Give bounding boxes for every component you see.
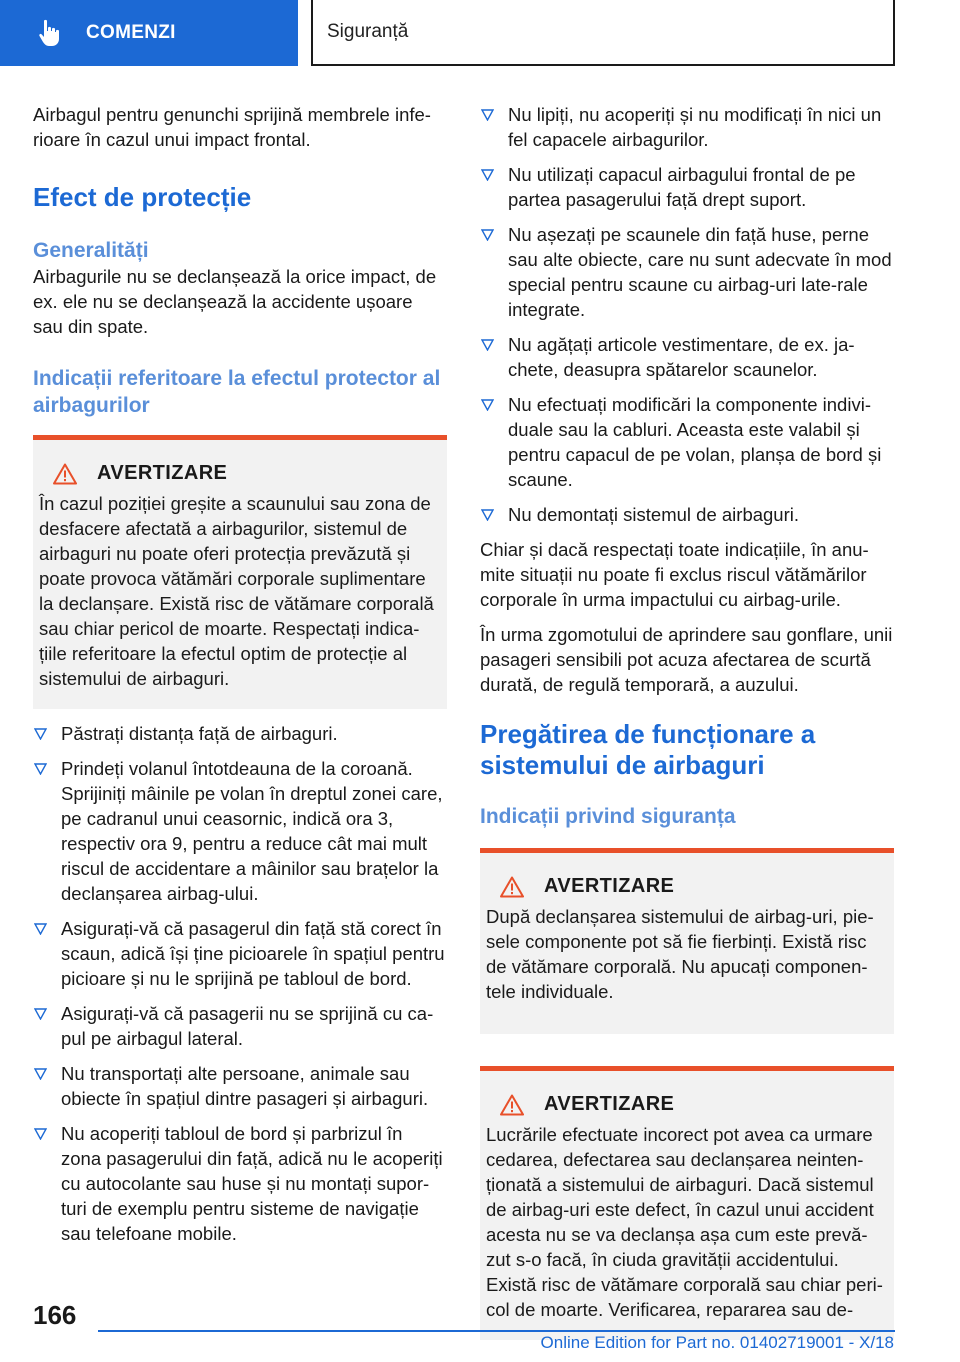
- left-column: [33, 102, 447, 1256]
- triangle-bullet-icon: [481, 339, 494, 351]
- safety-list-right: [480, 102, 894, 527]
- warning-triangle-icon: [53, 463, 77, 485]
- triangle-bullet-icon: [34, 1008, 47, 1020]
- triangle-bullet-icon: [34, 728, 47, 740]
- chapter-tab-label: COMENZI: [86, 22, 176, 43]
- footer-edition-text: Online Edition for Part no. 01402719001 - X/18: [540, 1333, 894, 1352]
- section-header: [311, 0, 895, 66]
- list-item: Nu transportați alte persoane, animale sau obiecte în spațiul dintre pasageri și airbaguri.: [33, 1061, 447, 1111]
- paragraph-hearing: În urma zgomotului de aprindere sau gonflare, unii pasageri sensibili pot acuza afectarea de scurtă durată, de regulă temporară, a auzului.: [480, 624, 893, 695]
- list-item: Asigurați-vă că pasagerii nu se sprijină cu ca-pul pe airbagul lateral.: [33, 1001, 447, 1051]
- warning-label: AVERTIZARE: [97, 462, 228, 484]
- triangle-bullet-icon: [34, 763, 47, 775]
- heading-general: Generalități: [33, 239, 149, 262]
- list-item: Nu agățați articole vestimentare, de ex. ja-chete, deasupra spătarelor scaunelor.: [480, 332, 894, 382]
- triangle-bullet-icon: [481, 169, 494, 181]
- warning-box-3: [480, 1066, 894, 1340]
- heading-protective-effect: Efect de protecție: [33, 182, 252, 212]
- footer-divider: [98, 1330, 895, 1332]
- triangle-bullet-icon: [34, 1128, 47, 1140]
- triangle-bullet-icon: [481, 229, 494, 241]
- warning-header: [500, 1093, 884, 1116]
- section-title: Siguranță: [327, 21, 409, 42]
- list-item: Asigurați-vă că pasagerul din față stă corect în scaun, adică își ține picioarele în spațiul pentru picioare și nu le sprijină pe tabloul de bord.: [33, 916, 447, 991]
- triangle-bullet-icon: [481, 509, 494, 521]
- right-column: [480, 102, 894, 1340]
- heading-readiness: Pregătirea de funcționare a sistemului de airbaguri: [480, 719, 816, 780]
- warning-box-1: [33, 435, 447, 709]
- list-item: Păstrați distanța față de airbaguri.: [33, 721, 447, 746]
- warning-header: [500, 875, 884, 898]
- intro-paragraph: Airbagul pentru genunchi sprijină membrele infe-rioare în cazul unui impact frontal.: [33, 104, 431, 150]
- chapter-tab[interactable]: [0, 0, 298, 66]
- paragraph-risk: Chiar și dacă respectați toate indicațiile, în anu-mite situații nu poate fi exclus riscul vătămărilor corporale în urma impactului cu airbag-urile.: [480, 539, 869, 610]
- list-item: Nu demontați sistemul de airbaguri.: [480, 502, 894, 527]
- hand-pointer-icon: [36, 17, 68, 49]
- heading-indications: Indicații referitoare la efectul protector al airbagurilor: [33, 367, 441, 417]
- page-number: 166: [33, 1300, 77, 1330]
- list-item: Nu utilizați capacul airbagului frontal de pe partea pasagerului față drept suport.: [480, 162, 894, 212]
- warning-text: Lucrările efectuate incorect pot avea ca urmare cedarea, defectarea sau declanșarea neinten-ționată a sistemului de airbaguri. Dacă sistemul de airbag-uri este defect, în cazul unui accident acesta nu se va declanșa așa cum este prevă-zut s-o facă, în ciuda gravității accidentului. Există risc de vătămare corporală sau chiar peri-col de moarte. Verificarea, repararea sau de-: [486, 1124, 883, 1320]
- list-item: Nu lipiți, nu acoperiți și nu modificați în nici un fel capacele airbagurilor.: [480, 102, 894, 152]
- warning-header: [53, 462, 437, 485]
- triangle-bullet-icon: [34, 1068, 47, 1080]
- list-item: Nu acoperiți tabloul de bord și parbrizul în zona pasagerului din față, adică nu le acoperiți cu autocolante sau huse și nu montați supor-turi de exemplu pentru sisteme de navigație sau telefoane mobile.: [33, 1121, 447, 1246]
- list-item: Prindeți volanul întotdeauna de la coroană. Sprijiniți mâinile pe volan în dreptul zonei care, pe cadranul unui ceasornic, indică ora 3, respectiv ora 9, pentru a reduce cât mai mult riscul de accidentare a mâinilor sau brațelor la declanșarea airbag-ului.: [33, 756, 447, 906]
- warning-triangle-icon: [500, 1094, 524, 1116]
- safety-list-left: [33, 721, 447, 1246]
- warning-label: AVERTIZARE: [544, 875, 675, 897]
- triangle-bullet-icon: [481, 109, 494, 121]
- triangle-bullet-icon: [481, 399, 494, 411]
- warning-label: AVERTIZARE: [544, 1093, 675, 1115]
- list-item: Nu efectuați modificări la componente indivi-duale sau la cabluri. Aceasta este valabil și pentru capacul de pe volan, planșa de bord și scaune.: [480, 392, 894, 492]
- list-item: Nu așezați pe scaunele din față huse, perne sau alte obiecte, care nu sunt adecvate în mod special pentru scaune cu airbag-uri late-rale integrate.: [480, 222, 894, 322]
- warning-box-2: [480, 848, 894, 1034]
- warning-text: În cazul poziției greșite a scaunului sau zona de desfacere afectată a airbagurilor, sistemul de airbaguri nu poate oferi protecția prevăzută și poate provoca vătămări corporale suplimentare la declanșare. Există risc de vătămare corporală sau chiar pericol de moarte. Respectați indica-țiile referitoare la efectul optim de protecție al sistemului de airbaguri.: [39, 493, 434, 689]
- triangle-bullet-icon: [34, 923, 47, 935]
- warning-triangle-icon: [500, 876, 524, 898]
- general-paragraph: Airbagurile nu se declanșează la orice impact, de ex. ele nu se declanșează la accidente ușoare sau din spate.: [33, 266, 437, 337]
- warning-text: După declanșarea sistemului de airbag-uri, pie-sele componente pot să fie fierbinți. Există risc de vătămare corporală. Nu apucați componen-tele individuale.: [486, 906, 874, 1002]
- heading-safety-notes: Indicații privind siguranța: [480, 805, 736, 828]
